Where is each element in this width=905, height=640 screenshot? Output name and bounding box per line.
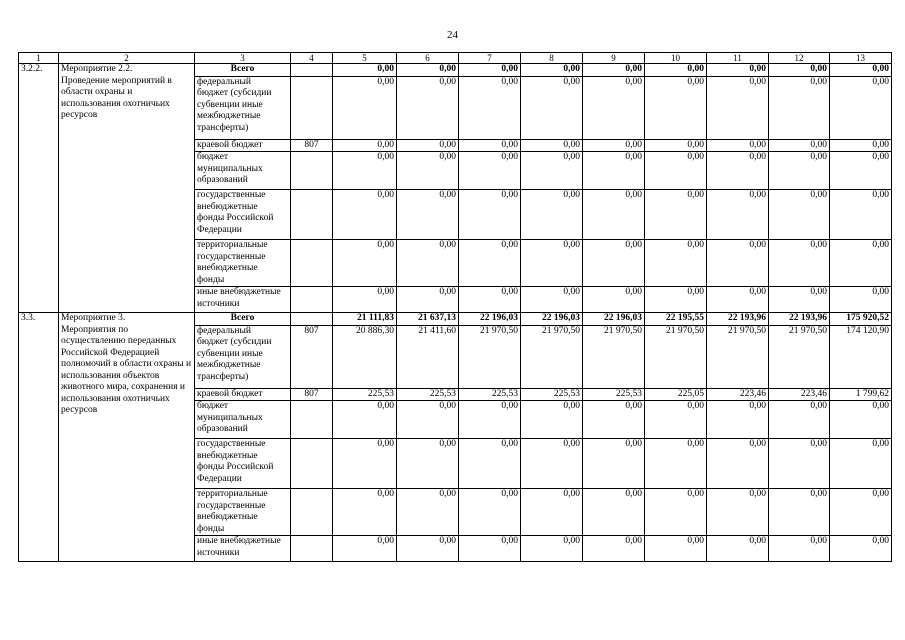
- amount-cell: 0,00: [645, 287, 707, 313]
- column-header-12: 12: [769, 53, 830, 64]
- amount-cell: 21 970,50: [583, 325, 645, 388]
- funding-source: краевой бюджет: [195, 388, 291, 401]
- amount-cell: 22 196,03: [521, 313, 583, 326]
- section-code: 3.2.2.: [19, 64, 59, 313]
- amount-cell: 0,00: [645, 139, 707, 152]
- amount-cell: 0,00: [769, 439, 830, 489]
- amount-cell: 0,00: [397, 489, 459, 536]
- amount-cell: 0,00: [521, 152, 583, 190]
- grbs-code: 807: [291, 139, 333, 152]
- amount-cell: 0,00: [333, 190, 397, 240]
- amount-cell: 0,00: [707, 190, 769, 240]
- amount-cell: 22 193,96: [707, 313, 769, 326]
- amount-cell: 0,00: [769, 287, 830, 313]
- amount-cell: 0,00: [333, 489, 397, 536]
- funding-source: Всего: [195, 313, 291, 326]
- amount-cell: 0,00: [645, 240, 707, 287]
- amount-cell: 0,00: [830, 152, 892, 190]
- amount-cell: 0,00: [645, 76, 707, 139]
- amount-cell: 0,00: [397, 190, 459, 240]
- amount-cell: 0,00: [397, 139, 459, 152]
- grbs-code: [291, 240, 333, 287]
- amount-cell: 0,00: [645, 489, 707, 536]
- amount-cell: 21 970,50: [707, 325, 769, 388]
- amount-cell: 0,00: [830, 489, 892, 536]
- amount-cell: 0,00: [583, 287, 645, 313]
- amount-cell: 0,00: [333, 287, 397, 313]
- amount-cell: 21 970,50: [769, 325, 830, 388]
- amount-cell: 0,00: [459, 190, 521, 240]
- amount-cell: 0,00: [459, 439, 521, 489]
- amount-cell: 0,00: [707, 439, 769, 489]
- amount-cell: 0,00: [707, 152, 769, 190]
- amount-cell: 0,00: [707, 240, 769, 287]
- amount-cell: 0,00: [583, 76, 645, 139]
- column-header-7: 7: [459, 53, 521, 64]
- amount-cell: 0,00: [333, 240, 397, 287]
- amount-cell: 174 120,90: [830, 325, 892, 388]
- grbs-code: [291, 313, 333, 326]
- amount-cell: 0,00: [333, 536, 397, 562]
- amount-cell: 0,00: [830, 287, 892, 313]
- amount-cell: 0,00: [521, 287, 583, 313]
- grbs-code: [291, 64, 333, 77]
- amount-cell: 0,00: [333, 439, 397, 489]
- funding-source: территориальные государственные внебюджетные фонды: [195, 489, 291, 536]
- amount-cell: 175 920,52: [830, 313, 892, 326]
- amount-cell: 0,00: [769, 190, 830, 240]
- amount-cell: 22 193,96: [769, 313, 830, 326]
- amount-cell: 0,00: [583, 64, 645, 77]
- total-row: [19, 64, 892, 77]
- amount-cell: 0,00: [707, 401, 769, 439]
- amount-cell: 0,00: [830, 439, 892, 489]
- amount-cell: 0,00: [397, 439, 459, 489]
- column-header-11: 11: [707, 53, 769, 64]
- amount-cell: 0,00: [459, 536, 521, 562]
- funding-source: бюджет муниципальных образований: [195, 152, 291, 190]
- amount-cell: 0,00: [521, 76, 583, 139]
- amount-cell: 0,00: [769, 152, 830, 190]
- amount-cell: 0,00: [830, 536, 892, 562]
- amount-cell: 0,00: [521, 240, 583, 287]
- amount-cell: 21 411,60: [397, 325, 459, 388]
- table-header: [19, 53, 892, 64]
- funding-source: государственные внебюджетные фонды Российской Федерации: [195, 190, 291, 240]
- grbs-code: [291, 489, 333, 536]
- amount-cell: 0,00: [397, 536, 459, 562]
- column-header-10: 10: [645, 53, 707, 64]
- column-number-row: [19, 53, 892, 64]
- amount-cell: 20 886,30: [333, 325, 397, 388]
- grbs-code: [291, 287, 333, 313]
- amount-cell: 0,00: [333, 64, 397, 77]
- amount-cell: 0,00: [333, 76, 397, 139]
- amount-cell: 0,00: [397, 240, 459, 287]
- amount-cell: 0,00: [583, 489, 645, 536]
- amount-cell: 0,00: [645, 401, 707, 439]
- amount-cell: 0,00: [397, 152, 459, 190]
- amount-cell: 0,00: [459, 64, 521, 77]
- funding-source: иные внебюджетные источники: [195, 287, 291, 313]
- amount-cell: 225,53: [333, 388, 397, 401]
- amount-cell: 0,00: [583, 152, 645, 190]
- column-header-2: 2: [59, 53, 195, 64]
- amount-cell: 1 799,62: [830, 388, 892, 401]
- grbs-code: [291, 190, 333, 240]
- amount-cell: 21 970,50: [459, 325, 521, 388]
- funding-source: территориальные государственные внебюджетные фонды: [195, 240, 291, 287]
- amount-cell: 225,53: [583, 388, 645, 401]
- amount-cell: 0,00: [830, 76, 892, 139]
- grbs-code: [291, 439, 333, 489]
- amount-cell: 0,00: [769, 536, 830, 562]
- grbs-code: 807: [291, 325, 333, 388]
- funding-source: государственные внебюджетные фонды Российской Федерации: [195, 439, 291, 489]
- grbs-code: [291, 152, 333, 190]
- amount-cell: 0,00: [769, 64, 830, 77]
- amount-cell: 0,00: [521, 190, 583, 240]
- column-header-3: 3: [195, 53, 291, 64]
- funding-source: иные внебюджетные источники: [195, 536, 291, 562]
- page-number: 24: [447, 29, 458, 41]
- amount-cell: 0,00: [459, 401, 521, 439]
- funding-source: Всего: [195, 64, 291, 77]
- column-header-9: 9: [583, 53, 645, 64]
- amount-cell: 0,00: [397, 76, 459, 139]
- funding-source: бюджет муниципальных образований: [195, 401, 291, 439]
- amount-cell: 0,00: [707, 64, 769, 77]
- amount-cell: 0,00: [830, 139, 892, 152]
- amount-cell: 0,00: [769, 489, 830, 536]
- funding-source: федеральный бюджет (субсидии субвенции иные межбюджетные трансферты): [195, 76, 291, 139]
- grbs-code: [291, 536, 333, 562]
- amount-cell: 223,46: [707, 388, 769, 401]
- amount-cell: 0,00: [459, 240, 521, 287]
- amount-cell: 0,00: [521, 401, 583, 439]
- amount-cell: 0,00: [645, 152, 707, 190]
- grbs-code: 807: [291, 388, 333, 401]
- amount-cell: 0,00: [830, 401, 892, 439]
- funding-source: федеральный бюджет (субсидии субвенции иные межбюджетные трансферты): [195, 325, 291, 388]
- amount-cell: 0,00: [707, 76, 769, 139]
- amount-cell: 0,00: [645, 439, 707, 489]
- amount-cell: 0,00: [521, 439, 583, 489]
- amount-cell: 225,53: [521, 388, 583, 401]
- amount-cell: 0,00: [830, 190, 892, 240]
- amount-cell: 0,00: [707, 287, 769, 313]
- amount-cell: 0,00: [521, 139, 583, 152]
- grbs-code: [291, 76, 333, 139]
- amount-cell: 22 195,55: [645, 313, 707, 326]
- amount-cell: 0,00: [397, 401, 459, 439]
- amount-cell: 0,00: [769, 240, 830, 287]
- section-code: 3.3.: [19, 313, 59, 562]
- section-title: Мероприятие 3. Мероприятия по осуществлению переданных Российской Федерацией полномочий в области охраны и использования объектов животного мира, сохранения и использования охотничьих ресурсов: [59, 313, 195, 562]
- amount-cell: 225,53: [459, 388, 521, 401]
- amount-cell: 0,00: [583, 240, 645, 287]
- amount-cell: 0,00: [333, 152, 397, 190]
- amount-cell: 0,00: [583, 190, 645, 240]
- section-title: Мероприятие 2.2. Проведение мероприятий в области охраны и использования охотничьих ресурсов: [59, 64, 195, 313]
- amount-cell: 225,05: [645, 388, 707, 401]
- amount-cell: 225,53: [397, 388, 459, 401]
- column-header-6: 6: [397, 53, 459, 64]
- amount-cell: 0,00: [521, 489, 583, 536]
- amount-cell: 0,00: [397, 287, 459, 313]
- amount-cell: 0,00: [333, 401, 397, 439]
- amount-cell: 0,00: [459, 152, 521, 190]
- budget-table: [18, 52, 892, 562]
- amount-cell: 0,00: [583, 401, 645, 439]
- total-row: [19, 313, 892, 326]
- amount-cell: 21 111,83: [333, 313, 397, 326]
- amount-cell: 21 970,50: [645, 325, 707, 388]
- amount-cell: 0,00: [830, 240, 892, 287]
- amount-cell: 0,00: [830, 64, 892, 77]
- amount-cell: 0,00: [459, 287, 521, 313]
- amount-cell: 0,00: [459, 489, 521, 536]
- column-header-4: 4: [291, 53, 333, 64]
- amount-cell: 0,00: [521, 536, 583, 562]
- amount-cell: 22 196,03: [583, 313, 645, 326]
- table-body: [19, 64, 892, 562]
- column-header-1: 1: [19, 53, 59, 64]
- amount-cell: 0,00: [707, 489, 769, 536]
- amount-cell: 0,00: [769, 76, 830, 139]
- amount-cell: 0,00: [583, 439, 645, 489]
- amount-cell: 0,00: [707, 139, 769, 152]
- column-header-13: 13: [830, 53, 892, 64]
- amount-cell: 22 196,03: [459, 313, 521, 326]
- amount-cell: 0,00: [333, 139, 397, 152]
- amount-cell: 0,00: [397, 64, 459, 77]
- amount-cell: 0,00: [769, 401, 830, 439]
- amount-cell: 0,00: [645, 64, 707, 77]
- amount-cell: 0,00: [583, 536, 645, 562]
- amount-cell: 21 970,50: [521, 325, 583, 388]
- amount-cell: 0,00: [521, 64, 583, 77]
- amount-cell: 21 637,13: [397, 313, 459, 326]
- amount-cell: 0,00: [645, 190, 707, 240]
- funding-source: краевой бюджет: [195, 139, 291, 152]
- amount-cell: 223,46: [769, 388, 830, 401]
- grbs-code: [291, 401, 333, 439]
- amount-cell: 0,00: [459, 76, 521, 139]
- column-header-5: 5: [333, 53, 397, 64]
- amount-cell: 0,00: [769, 139, 830, 152]
- column-header-8: 8: [521, 53, 583, 64]
- amount-cell: 0,00: [583, 139, 645, 152]
- amount-cell: 0,00: [707, 536, 769, 562]
- amount-cell: 0,00: [459, 139, 521, 152]
- amount-cell: 0,00: [645, 536, 707, 562]
